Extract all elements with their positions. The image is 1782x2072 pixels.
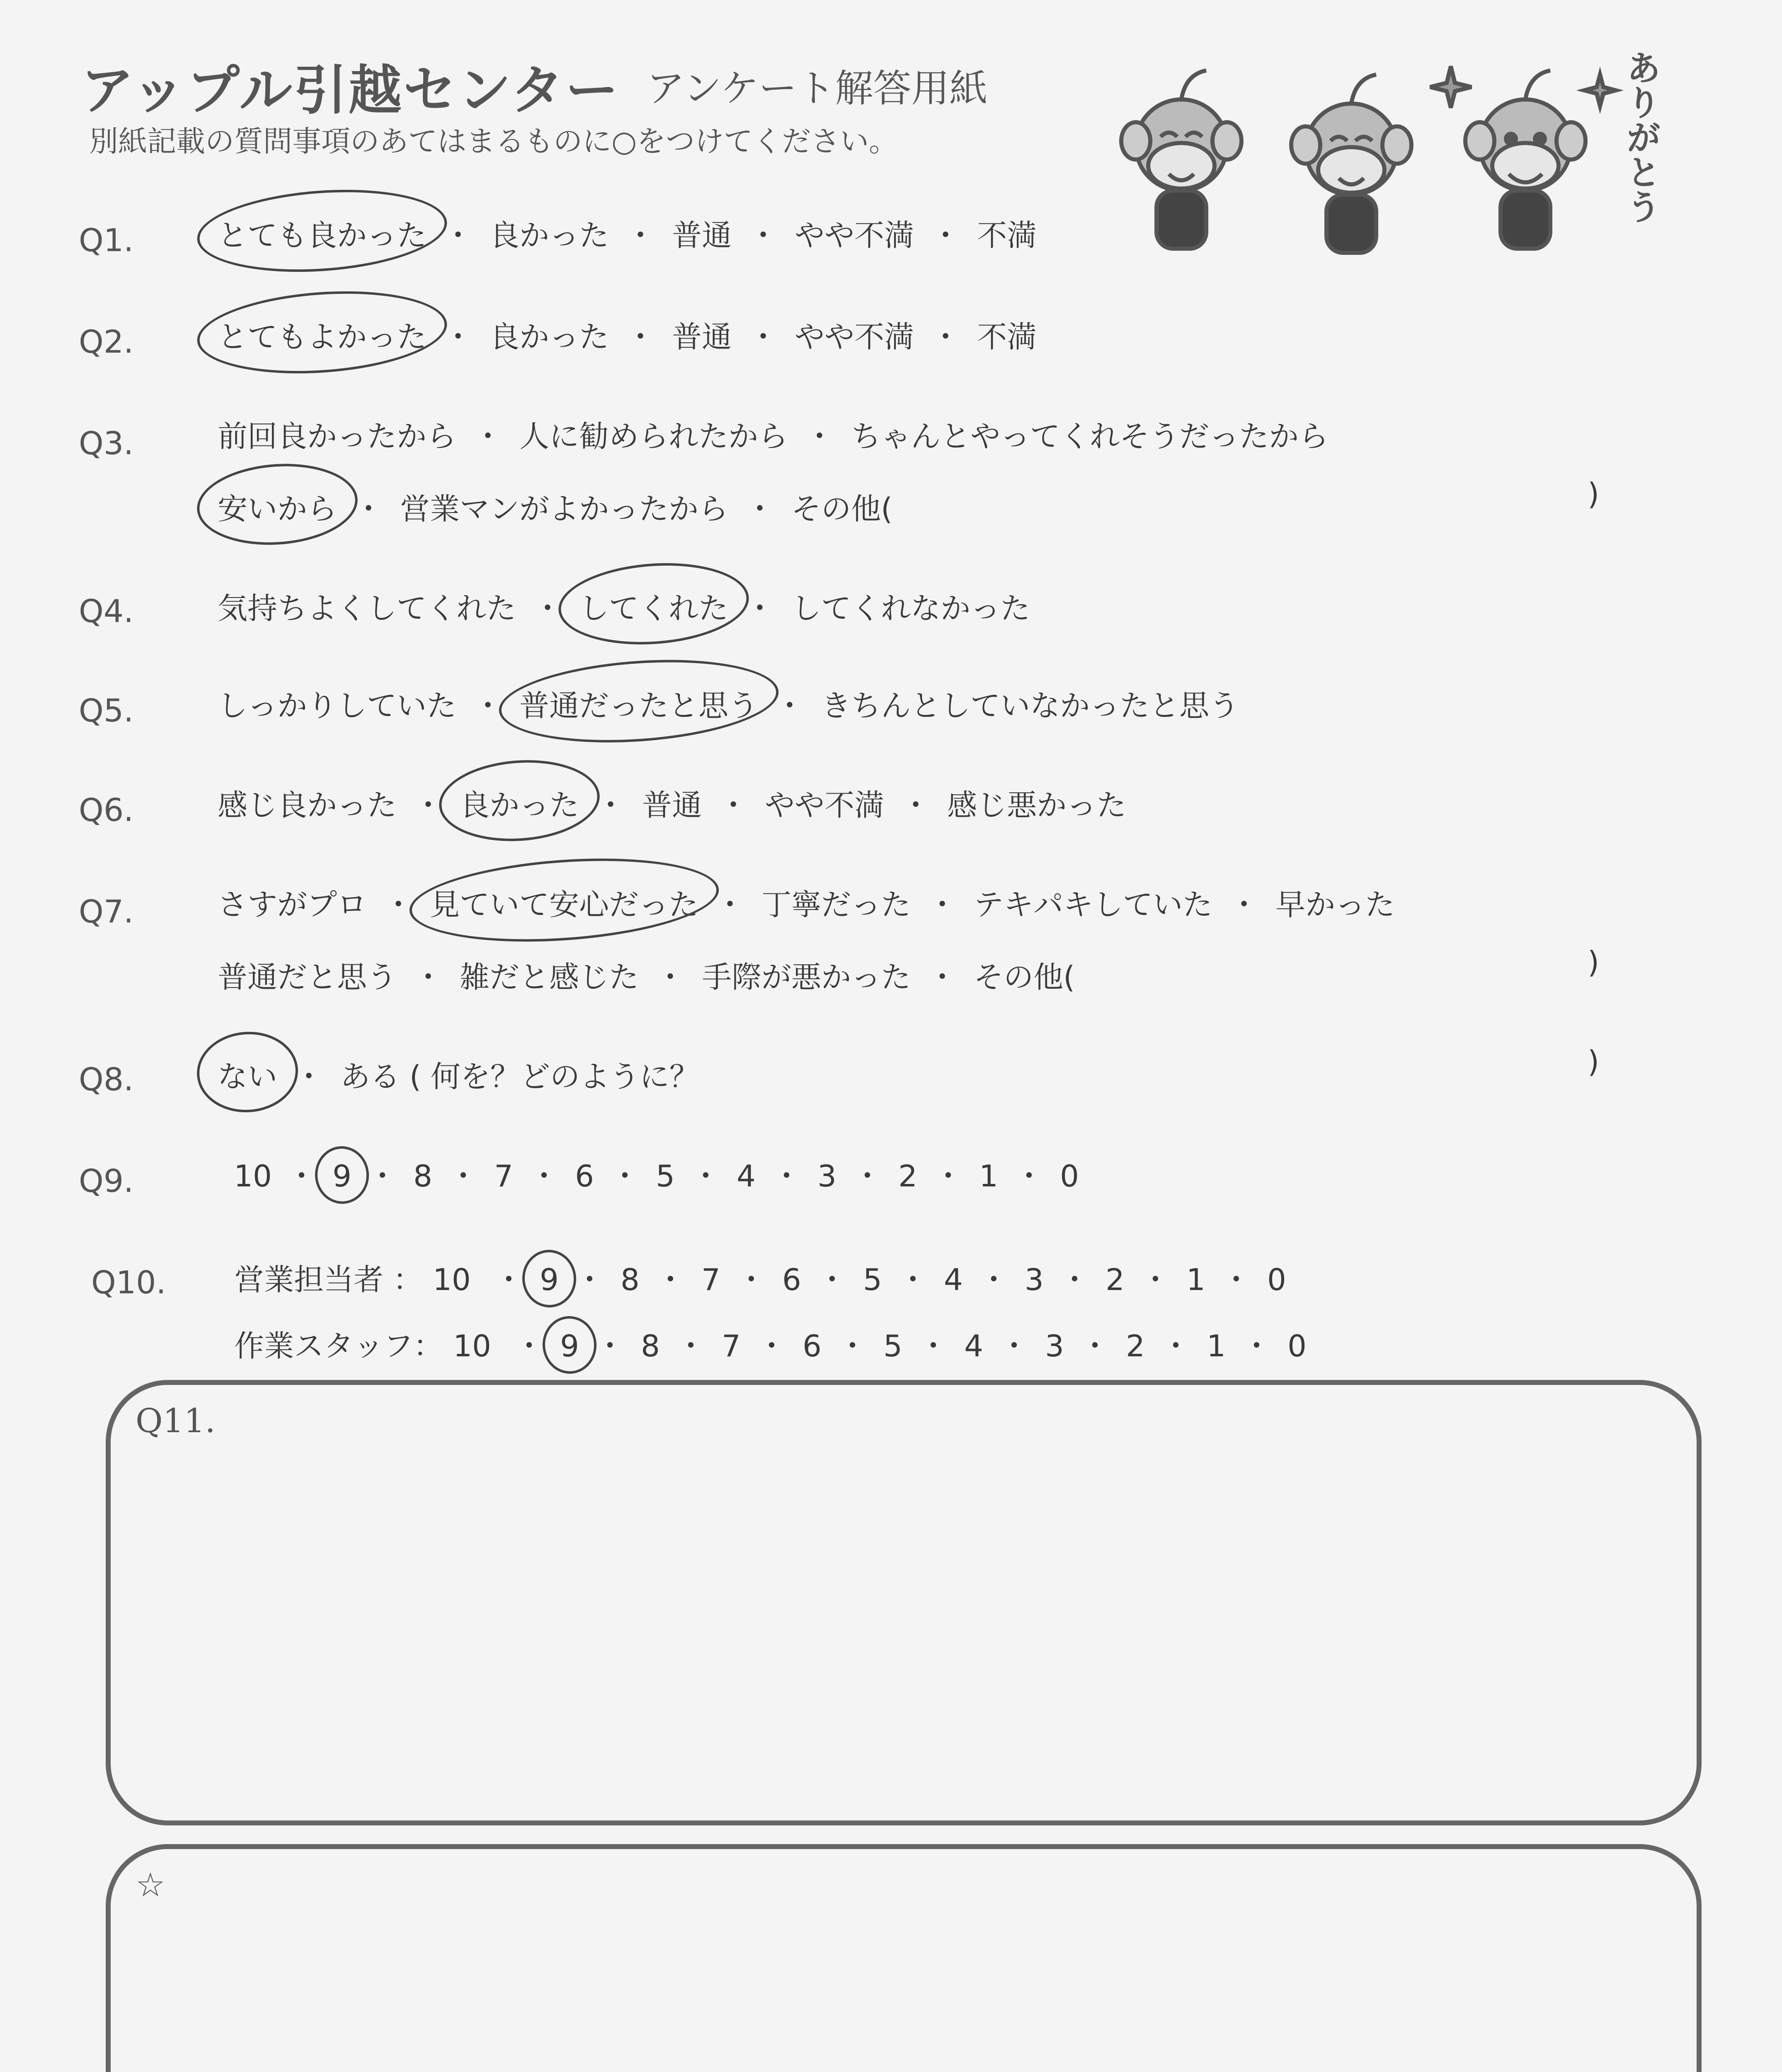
q11-comment-box[interactable] xyxy=(106,1380,1702,1825)
q2-options: とてもよかった ・ 良かった ・ 普通 ・ やや不満 ・ 不満 xyxy=(218,313,1037,356)
q10-staff-score-7[interactable]: 7 xyxy=(722,1329,741,1363)
q7-option-6[interactable]: 普通だと思う xyxy=(218,960,397,995)
q5-options: しっかりしていた ・ 普通だったと思う ・ きちんとしていなかったと思う xyxy=(218,682,1239,725)
q9-score-1[interactable]: 1 xyxy=(979,1159,998,1193)
q11-label: Q11. xyxy=(136,1402,216,1440)
form-instruction: 別紙記載の質問事項のあてはまるものに○をつけてください。 xyxy=(89,124,898,158)
monkey-mascots-icon xyxy=(1111,41,1670,261)
q4-option-1[interactable]: 気持ちよくしてくれた xyxy=(218,591,516,626)
q5-label: Q5. xyxy=(79,692,134,729)
q10-staff-score-0[interactable]: 0 xyxy=(1287,1329,1307,1363)
q9-score-5[interactable]: 5 xyxy=(656,1159,675,1193)
q3-option-3[interactable]: ちゃんとやってくれそうだったから xyxy=(851,419,1329,454)
q7-option-2[interactable]: 見ていて安心だった xyxy=(430,881,698,924)
q7-options-line2: 普通だと思う ・ 雑だと感じた ・ 手際が悪かった ・ その他( xyxy=(218,953,1075,996)
q10-sales-score-2[interactable]: 2 xyxy=(1105,1262,1125,1297)
q8-label: Q8. xyxy=(79,1061,134,1098)
q9-scale: 10 ・ 9 ・ 8 ・ 7 ・ 6 ・ 5 ・ 4 ・ 3 ・ 2 ・ 1 ・ 0 xyxy=(232,1152,1082,1195)
q2-option-1[interactable]: とてもよかった xyxy=(218,313,427,356)
q10-sales-score-8[interactable]: 8 xyxy=(620,1262,640,1297)
q10-staff-label: 作業スタッフ： xyxy=(234,1329,444,1363)
q8-option-2[interactable]: ある ( 何を？どのように？ xyxy=(340,1059,699,1094)
q6-option-2[interactable]: 良かった xyxy=(460,781,579,824)
q10-sales-score-7[interactable]: 7 xyxy=(701,1262,720,1297)
q4-options: 気持ちよくしてくれた ・ してくれた ・ してくれなかった xyxy=(218,584,1030,627)
form-subtitle: アンケート解答用紙 xyxy=(647,66,988,111)
q9-score-3[interactable]: 3 xyxy=(817,1159,836,1193)
q2-option-2[interactable]: 良かった xyxy=(490,320,609,354)
q8-option-1[interactable]: ない xyxy=(218,1053,277,1096)
q7-paren-close: ) xyxy=(1588,945,1600,980)
mascot-illustration xyxy=(1111,41,1670,261)
q10-sales-score-5[interactable]: 5 xyxy=(863,1262,882,1297)
q3-option-other[interactable]: その他( xyxy=(791,491,893,526)
q10-label: Q10. xyxy=(91,1264,166,1301)
q2-option-3[interactable]: 普通 xyxy=(672,320,732,354)
q1-option-4[interactable]: やや不満 xyxy=(795,218,914,253)
q10-staff-score-5[interactable]: 5 xyxy=(883,1329,902,1363)
q9-score-6[interactable]: 6 xyxy=(575,1159,594,1193)
q4-label: Q4. xyxy=(79,593,134,629)
q1-options: とても良かった ・ 良かった ・ 普通 ・ やや不満 ・ 不満 xyxy=(218,211,1037,254)
q7-option-8[interactable]: 手際が悪かった xyxy=(702,960,911,995)
star-icon: ☆ xyxy=(136,1866,165,1904)
q3-option-2[interactable]: 人に勧められたから xyxy=(519,419,788,454)
q2-option-5[interactable]: 不満 xyxy=(977,320,1037,354)
q10-sales-label: 営業担当者 ： xyxy=(234,1262,423,1297)
q7-option-4[interactable]: テキパキしていた xyxy=(974,887,1213,922)
q2-label: Q2. xyxy=(79,323,134,360)
q7-label: Q7. xyxy=(79,893,134,930)
q7-option-3[interactable]: 丁寧だった xyxy=(761,887,911,922)
q3-options-line2: 安いから ・ 営業マンがよかったから ・ その他( xyxy=(218,485,892,528)
q3-option-5[interactable]: 営業マンがよかったから xyxy=(400,491,729,526)
q7-option-1[interactable]: さすがプロ xyxy=(218,887,367,922)
q10-staff-score-4[interactable]: 4 xyxy=(964,1329,983,1363)
q8-paren-close: ) xyxy=(1588,1044,1600,1079)
q10-sales-score-6[interactable]: 6 xyxy=(782,1262,801,1297)
q10-staff-score-9[interactable]: 9 xyxy=(557,1329,582,1363)
q3-options-line1: 前回良かったから ・ 人に勧められたから ・ ちゃんとやってくれそうだったから xyxy=(218,412,1329,455)
q4-option-2[interactable]: してくれた xyxy=(579,584,728,627)
q5-option-3[interactable]: きちんとしていなかったと思う xyxy=(821,688,1239,723)
q6-options: 感じ良かった ・ 良かった ・ 普通 ・ やや不満 ・ 感じ悪かった xyxy=(218,781,1126,824)
q10-sales-score-3[interactable]: 3 xyxy=(1024,1262,1044,1297)
q6-option-5[interactable]: 感じ悪かった xyxy=(947,788,1127,823)
q10-sales-score-1[interactable]: 1 xyxy=(1186,1262,1205,1297)
q10-staff-score-6[interactable]: 6 xyxy=(803,1329,822,1363)
q10-staff-score-1[interactable]: 1 xyxy=(1207,1329,1226,1363)
q10-staff-score-2[interactable]: 2 xyxy=(1126,1329,1145,1363)
q6-label: Q6. xyxy=(79,792,134,828)
q1-option-2[interactable]: 良かった xyxy=(490,218,609,253)
q7-option-other[interactable]: その他( xyxy=(974,960,1075,995)
q10-staff-score-10[interactable]: 10 xyxy=(453,1329,491,1363)
q9-score-9[interactable]: 9 xyxy=(330,1159,354,1193)
q9-score-4[interactable]: 4 xyxy=(737,1159,756,1193)
q4-option-3[interactable]: してくれなかった xyxy=(791,591,1030,626)
q10-staff-scale: 作業スタッフ： 10 ・ 9 ・ 8 ・ 7 ・ 6 ・ 5 ・ 4 ・ 3 ・ 2 ・ 1 ・ 0 xyxy=(234,1322,1309,1365)
q7-option-5[interactable]: 早かった xyxy=(1275,887,1395,922)
q10-sales-scale: 営業担当者 ： 10 ・ 9 ・ 8 ・ 7 ・ 6 ・ 5 ・ 4 ・ 3 ・ 2 ・ 1 ・ 0 xyxy=(234,1256,1289,1299)
q1-option-5[interactable]: 不満 xyxy=(977,218,1037,253)
q1-option-3[interactable]: 普通 xyxy=(672,218,732,253)
q10-staff-score-8[interactable]: 8 xyxy=(641,1329,660,1363)
q7-options-line1: さすがプロ ・ 見ていて安心だった ・ 丁寧だった ・ テキパキしていた ・ 早かった xyxy=(218,881,1395,924)
q2-option-4[interactable]: やや不満 xyxy=(795,320,914,354)
q10-sales-score-10[interactable]: 10 xyxy=(433,1262,471,1297)
q9-label: Q9. xyxy=(79,1162,134,1199)
q1-label: Q1. xyxy=(79,222,134,259)
form-title: アップル引越センター xyxy=(81,60,620,121)
q5-option-1[interactable]: しっかりしていた xyxy=(218,688,457,723)
q6-option-1[interactable]: 感じ良かった xyxy=(218,788,397,823)
q8-options: ない ・ ある ( 何を？どのように？ xyxy=(218,1053,699,1096)
q10-staff-score-3[interactable]: 3 xyxy=(1045,1329,1064,1363)
q6-option-4[interactable]: やや不満 xyxy=(765,788,885,823)
q1-option-1[interactable]: とても良かった xyxy=(218,211,427,254)
mascot-thanks-text: ありがとう xyxy=(1621,50,1661,224)
q10-sales-score-4[interactable]: 4 xyxy=(943,1262,963,1297)
q9-score-0[interactable]: 0 xyxy=(1060,1159,1079,1193)
q5-option-2[interactable]: 普通だったと思う xyxy=(519,682,758,725)
q9-score-10[interactable]: 10 xyxy=(234,1159,272,1193)
q3-label: Q3. xyxy=(79,425,134,462)
star-comment-box[interactable] xyxy=(106,1844,1702,2072)
q3-option-1[interactable]: 前回良かったから xyxy=(218,419,457,454)
q10-sales-score-0[interactable]: 0 xyxy=(1267,1262,1286,1297)
q9-score-7[interactable]: 7 xyxy=(494,1159,513,1193)
q10-sales-score-9[interactable]: 9 xyxy=(537,1262,562,1297)
q9-score-2[interactable]: 2 xyxy=(898,1159,917,1193)
q3-option-4[interactable]: 安いから xyxy=(218,485,337,528)
q7-option-7[interactable]: 雑だと感じた xyxy=(460,960,639,995)
q9-score-8[interactable]: 8 xyxy=(413,1159,432,1193)
q6-option-3[interactable]: 普通 xyxy=(642,788,702,823)
q3-paren-close: ) xyxy=(1588,477,1600,511)
